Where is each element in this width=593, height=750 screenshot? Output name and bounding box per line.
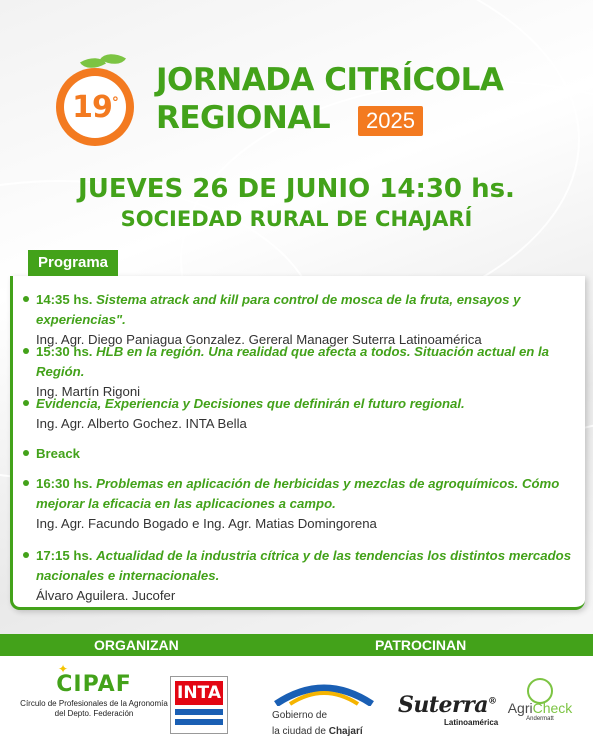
event-header (56, 28, 576, 148)
gob-line1: Gobierno de (272, 710, 328, 721)
item-speaker: Ing. Martín Rigoni (36, 384, 141, 399)
event-place: SOCIEDAD RURAL DE CHAJARÍ (120, 207, 473, 231)
item-title: HLB en la región. Una realidad que afecta a todos. Situación actual en la Región. (36, 344, 550, 379)
footer-bar (0, 634, 593, 656)
item-time: 17:15 hs. (36, 548, 93, 563)
inta-name: INTA (177, 683, 221, 703)
inta-stripe (175, 709, 223, 715)
cipaf-desc-line1: Círculo de Profesionales de la Agronomía (20, 699, 168, 708)
organizan-label: ORGANIZAN (94, 637, 179, 653)
patrocinan-label: PATROCINAN (375, 637, 467, 653)
item-speaker: Ing. Agr. Facundo Bogado e Ing. Agr. Matias Domingorena (36, 516, 377, 531)
item-time: 16:30 hs. (36, 476, 93, 491)
program-item (22, 342, 582, 399)
bullet-icon (23, 480, 29, 486)
gobierno-chajari-logo (272, 678, 382, 738)
program-item (22, 546, 582, 610)
inta-logo (170, 676, 228, 734)
program-item (22, 290, 582, 347)
item-time: Breack (36, 446, 80, 461)
agri-name-b: Check (532, 700, 573, 716)
program-item (22, 444, 582, 474)
edition-degree: ° (111, 95, 118, 111)
arch-icon (272, 678, 376, 706)
edition-badge (56, 68, 134, 146)
item-title: Sistema atrack and kill para control de mosca de la fruta, ensayos y experiencias". (36, 292, 521, 327)
bullet-icon (23, 400, 29, 406)
program-item (22, 394, 582, 444)
program-item (22, 474, 582, 546)
agri-name-a: Agri (507, 700, 533, 716)
item-speaker: Ing. Agr. Diego Paniagua Gonzalez. Gereral Manager Suterra Latinoamérica (36, 332, 482, 347)
bullet-icon (23, 552, 29, 558)
inta-stripe (175, 719, 223, 725)
item-title: Evidencia, Experiencia y Decisiones que definirán el futuro regional. (36, 396, 465, 411)
suterra-name: Suterra (398, 692, 488, 718)
suterra-sub: Latinoamérica (444, 718, 499, 727)
program-list (22, 290, 582, 610)
logos-row (0, 656, 593, 750)
item-title: Actualidad de la industria cítrica y de las tendencias los distintos mercados nacionales e internacionales. (36, 548, 572, 583)
item-time: 15:30 hs. (36, 344, 93, 359)
bullet-icon (23, 348, 29, 354)
program-tab: Programa (28, 250, 118, 276)
year-badge: 2025 (358, 106, 423, 136)
event-date-time: JUEVES 26 DE JUNIO 14:30 hs. (78, 174, 515, 204)
edition-number: 19 (72, 89, 112, 125)
star-icon: ✦ (58, 662, 70, 676)
event-title-line1: JORNADA CITRÍCOLA (156, 62, 504, 98)
suterra-logo (398, 692, 498, 727)
bullet-icon (23, 296, 29, 302)
cipaf-logo (20, 662, 168, 719)
item-speaker: Ing. Agr. Alberto Gochez. INTA Bella (36, 416, 247, 431)
agricheck-logo (500, 678, 580, 722)
item-time: 14:35 hs. (36, 292, 93, 307)
cipaf-desc-line2: del Depto. Federación (54, 709, 134, 718)
suterra-registered: ® (487, 696, 497, 707)
cipaf-name: CIPAF (56, 672, 132, 697)
leaf-icon (100, 47, 126, 70)
gob-line2-prefix: la ciudad de (272, 726, 326, 737)
bullet-icon (23, 450, 29, 456)
event-title-line2: REGIONAL (156, 100, 331, 136)
gob-city: Chajarí (328, 726, 363, 737)
item-title: Problemas en aplicación de herbicidas y mezclas de agroquímicos. Cómo mejorar la eficacia en las aplicaciones a campo. (36, 476, 560, 511)
agri-sub: Andermatt (526, 716, 554, 722)
item-speaker: Álvaro Aguilera. Jucofer (36, 588, 176, 603)
